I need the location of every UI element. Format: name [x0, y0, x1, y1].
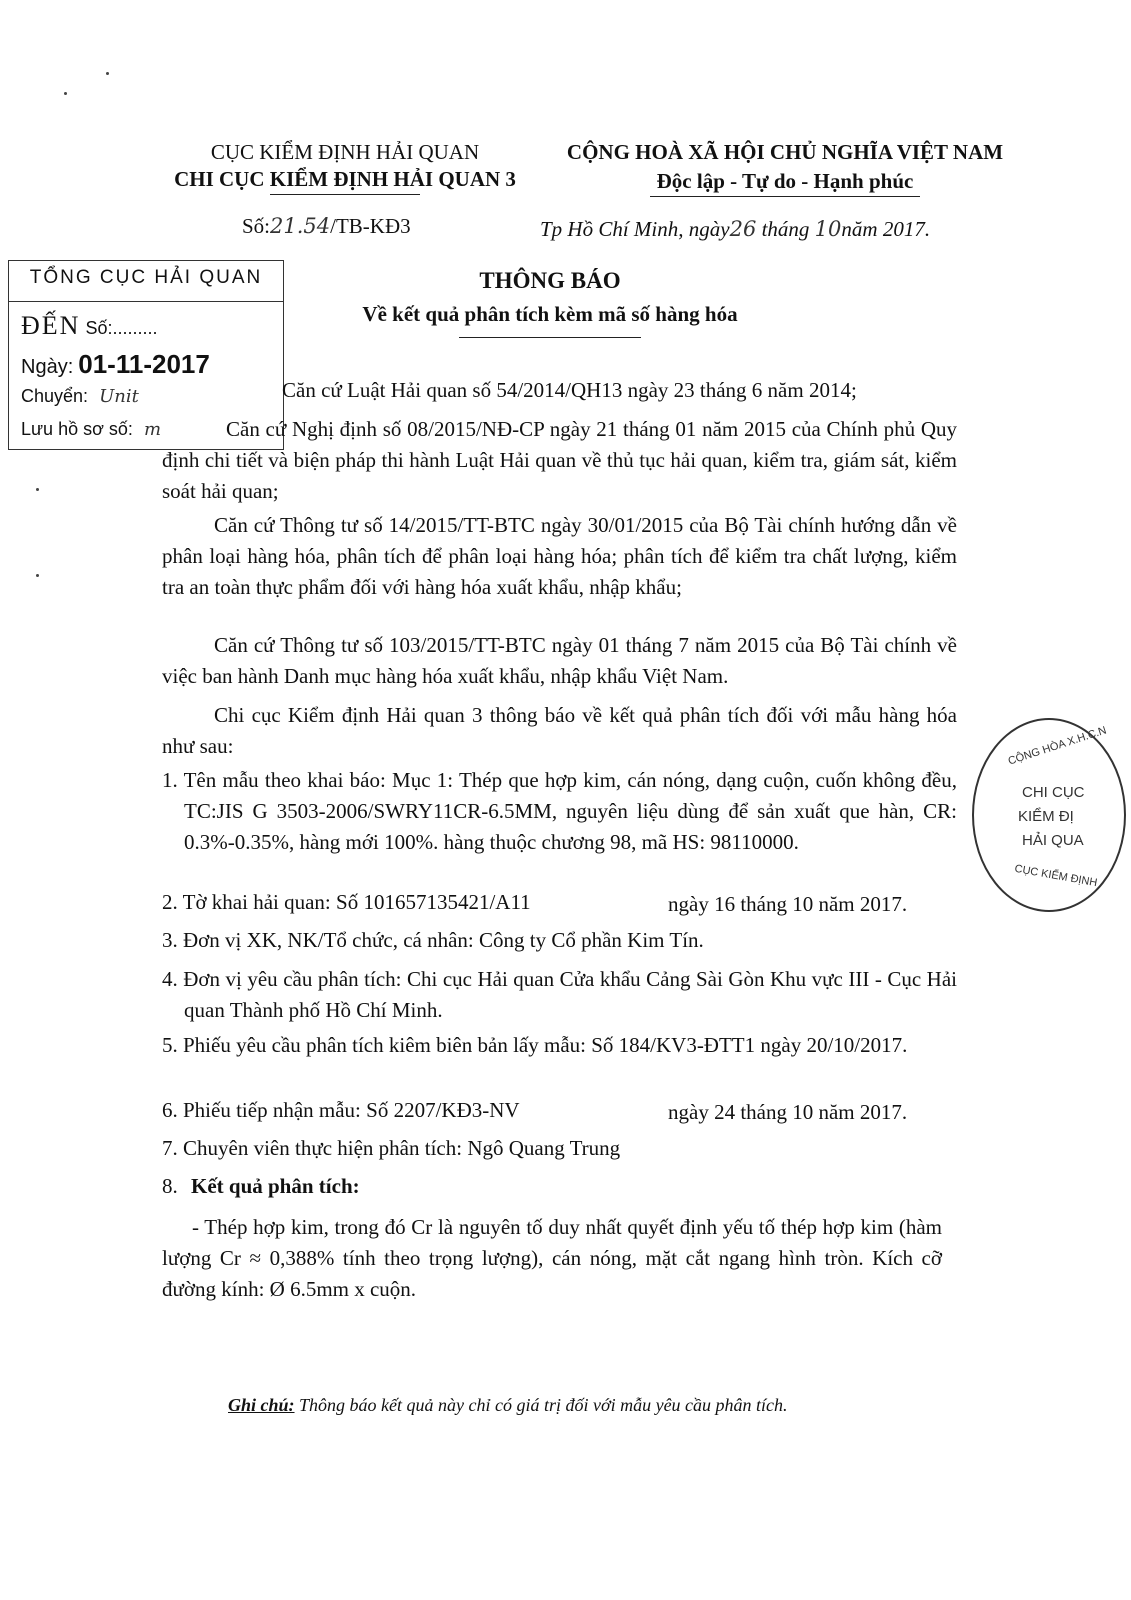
item-2-declaration: 2. Tờ khai hải quan: Số 101657135421/A11	[162, 890, 531, 914]
intro-paragraph: Chi cục Kiểm định Hải quan 3 thông báo về kết quả phân tích đối với mẫu hàng hóa như sau:	[162, 703, 957, 758]
doc-number-handwritten: 21.54	[270, 214, 331, 238]
agency-name: CHI CỤC KIỂM ĐỊNH HẢI QUAN 3	[174, 167, 516, 192]
round-seal-stamp	[972, 718, 1126, 912]
month-handwritten: 10	[814, 217, 842, 241]
document-number	[242, 214, 411, 239]
received-transfer-label: Chuyển:	[21, 386, 89, 406]
legal-basis-2: Căn cứ Nghị định số 08/2015/NĐ-CP ngày 21 tháng 01 năm 2015 của Chính phủ Quy định chi tiết và biện pháp thi hành Luật Hải quan về thủ tục hải quan, kiểm tra, giám sát, kiểm soát hải quan;	[162, 417, 957, 503]
seal-bottom-arc: CỤC KIỂM ĐỊNH	[1013, 862, 1099, 890]
national-header-block	[545, 140, 1025, 197]
seal-top-arc: CỘNG HÒA X.H.C.N	[1006, 724, 1109, 768]
country-name: CỘNG HOÀ XÃ HỘI CHỦ NGHĨA VIỆT NAM	[566, 140, 1004, 164]
received-file-row	[21, 419, 161, 440]
document-subtitle: Về kết quả phân tích kèm mã số hàng hóa	[362, 302, 738, 326]
doc-number-prefix: Số:	[242, 214, 271, 238]
item-4-requesting-unit: 4. Đơn vị yêu cầu phân tích: Chi cục Hải quan Cửa khẩu Cảng Sài Gòn Khu vực III - Cục Hải quan Thành phố Hồ Chí Minh.	[162, 967, 957, 1022]
day-handwritten: 26	[729, 217, 757, 241]
received-so-label: Số:.........	[85, 318, 158, 338]
legal-basis-3: Căn cứ Thông tư số 14/2015/TT-BTC ngày 30/01/2015 của Bộ Tài chính hướng dẫn về phân loại hàng hóa, phân tích để phân loại hàng hóa; phân tích để kiểm tra chất lượng, kiểm tra an toàn thực phẩm đối với hàng hóa xuất khẩu, nhập khẩu;	[162, 513, 957, 599]
item-7-analyst: 7. Chuyên viên thực hiện phân tích: Ngô Quang Trung	[162, 1136, 621, 1160]
note-text: Thông báo kết quả này chỉ có giá trị đối với mẫu yêu cầu phân tích.	[294, 1395, 788, 1415]
seal-line-2: KIỂM ĐỊ	[1018, 808, 1074, 825]
motto-underline	[650, 196, 920, 197]
received-transfer-row	[21, 386, 139, 407]
analysis-result: - Thép hợp kim, trong đó Cr là nguyên tố duy nhất quyết định yếu tố thép hợp kim (hàm lượng Cr ≈ 0,388% tính theo trọng lượng), cán nóng, mặt cắt ngang hình tròn. Kích cỡ đường kính: Ø 6.5mm x cuộn.	[162, 1215, 942, 1301]
item-6-date: ngày 24 tháng 10 năm 2017.	[668, 1100, 908, 1124]
place-date	[540, 217, 930, 242]
item-6-receipt: 6. Phiếu tiếp nhận mẫu: Số 2207/KĐ3-NV	[162, 1098, 520, 1122]
received-date-row	[21, 349, 210, 380]
item-8-label: Kết quả phân tích:	[191, 1174, 360, 1198]
doc-number-suffix: /TB-KĐ3	[330, 214, 411, 238]
received-stamp-divider	[9, 301, 283, 302]
received-file-handwritten: m	[143, 419, 162, 440]
item-3-organization: 3. Đơn vị XK, NK/Tổ chức, cá nhân: Công ty Cổ phần Kim Tín.	[162, 928, 704, 952]
seal-line-1: CHI CỤC	[1022, 784, 1085, 801]
item-8-heading	[162, 1174, 360, 1199]
legal-basis-1: Căn cứ Luật Hải quan số 54/2014/QH13 ngày 23 tháng 6 năm 2014;	[282, 378, 857, 402]
note-label: Ghi chú:	[228, 1395, 295, 1415]
received-transfer-handwritten: Unit	[99, 386, 139, 407]
received-file-label: Lưu hồ sơ số:	[21, 419, 133, 439]
item-1-sample-name: 1. Tên mẫu theo khai báo: Mục 1: Thép que hợp kim, cán nóng, dạng cuộn, cuốn không đều, TC:JIS G 3503-2006/SWRY11CR-6.5MM, nguyên liệu dùng để sản xuất que hàn, CR: 0.3%-0.35%, hàng mới 100%. hàng thuộc chương 98, mã HS: 98110000.	[162, 768, 957, 854]
item-8-number: 8.	[162, 1174, 178, 1198]
note-line	[228, 1395, 788, 1417]
scan-speck	[36, 574, 39, 577]
title-underline	[459, 337, 641, 338]
received-den-row	[21, 311, 157, 341]
place-date-month-label: tháng	[756, 217, 815, 241]
received-date-label: Ngày:	[21, 356, 74, 378]
place-date-year: năm 2017.	[841, 217, 931, 241]
agency-parent: CỤC KIỂM ĐỊNH HẢI QUAN	[210, 140, 480, 164]
scan-speck	[64, 92, 67, 95]
item-5-request-form: 5. Phiếu yêu cầu phân tích kiêm biên bản lấy mẫu: Số 184/KV3-ĐTT1 ngày 20/10/2017.	[162, 1033, 908, 1057]
place-date-prefix: Tp Hồ Chí Minh, ngày	[540, 217, 730, 241]
item-2-date: ngày 16 tháng 10 năm 2017.	[668, 892, 908, 916]
agency-underline	[270, 194, 420, 195]
legal-basis-4: Căn cứ Thông tư số 103/2015/TT-BTC ngày 01 tháng 7 năm 2015 của Bộ Tài chính về việc ban hành Danh mục hàng hóa xuất khẩu, nhập khẩu Việt Nam.	[162, 633, 957, 688]
national-motto: Độc lập - Tự do - Hạnh phúc	[656, 169, 914, 194]
issuing-agency-block	[150, 140, 540, 195]
received-den-label: ĐẾN	[21, 311, 81, 340]
document-title: THÔNG BÁO	[479, 268, 621, 293]
document-title-block	[330, 268, 770, 338]
received-stamp-title: TỔNG CỤC HẢI QUAN	[29, 267, 263, 288]
scan-speck	[106, 72, 109, 75]
received-date-value: 01-11-2017	[78, 349, 210, 379]
scan-speck	[36, 488, 39, 491]
seal-line-3: HẢI QUA	[1022, 832, 1084, 849]
